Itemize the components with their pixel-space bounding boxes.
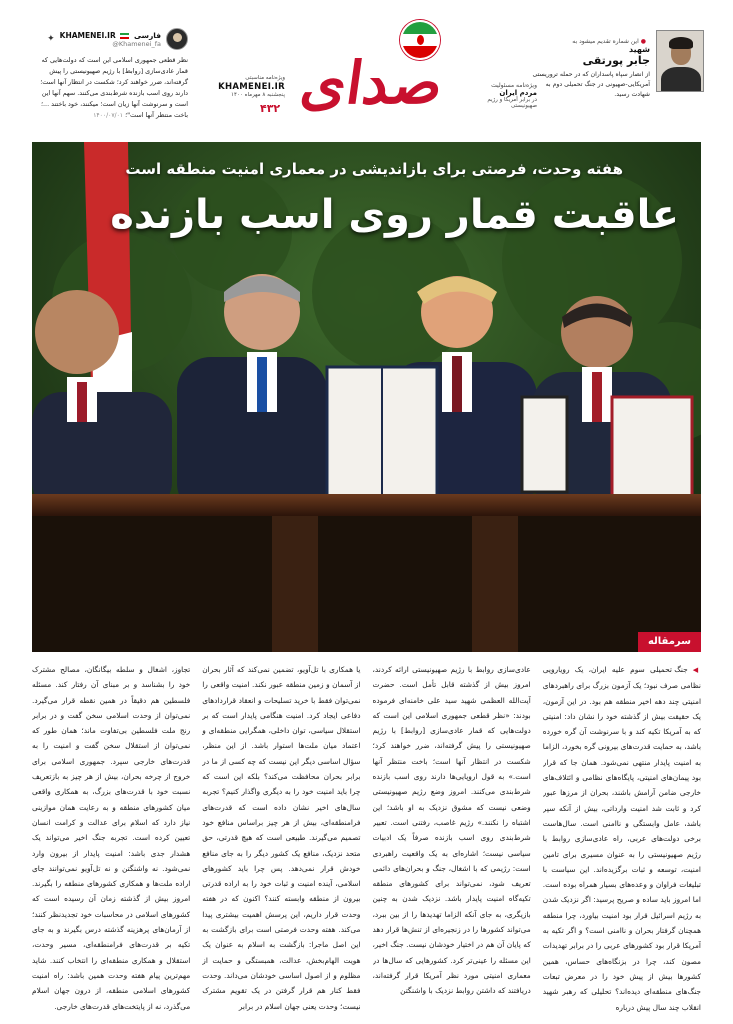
edition-site: KHAMENEI.IR [218,82,285,92]
tweet-account-line [60,31,161,40]
martyr-photo [656,30,704,92]
martyr-kicker: ● این شماره تقدیم میشود به [532,38,650,45]
tagline-line-3: در برابر آمریکا و رژیم صهیونیستی [487,97,537,109]
tweet-account-name: KHAMENEI.IR [59,30,116,40]
hero-photo [32,142,701,652]
martyr-description: از انصار سپاه پاسداران که در حمله تروریستی آمریکایی-صهیونی در جنگ تحمیلی دوم به شهادت رسید. [532,71,650,98]
article-column-2 [373,662,531,1018]
tweet-header [30,28,188,50]
tweet-text [30,55,188,121]
issue-number: ۴۳۲ [260,102,281,115]
edition-subtitle: ویژه‌نامه مناسبتی [245,75,285,81]
masthead [205,16,537,131]
martyr-dedication [532,28,704,128]
signing-table [32,494,701,652]
article-text-2: عادی‌سازی روابط با رژیم صهیونیستی ارائه کردند، امروز بیش از گذشته قابل تأمل است. حضرت آیت‌الله العظمی شهید سید علی خامنه‌ای فرموده بودند: «نظر قطعی جمهوری اسلامی این است که دولت‌هایی که قمار عادی‌سازی [روابط] با رژیم صهیونیستی را پیش گرفته‌اند، ضرر خواهند کرد؛ شکست در انتظار آنها است؛ باخت منتظر آنها است.» به قول اروپایی‌ها دارند روی اسب بازنده شرط‌بندی می‌کنند. امروز وضع رژیم صهیونیستی وضعی نیست که مشوق نزدیک به او باشد؛ این اشتباه را نکنند.» رژیم غاصب، رفتنی است. تعبیر شرط‌بندی روی اسب بازنده صرفاً یک ادبیات سیاسی نیست؛ اشاره‌ای به یک واقعیت راهبردی است: رژیمی که با اشغال، جنگ و بحران‌های دائمی تعریف شود، نمی‌تواند برای کشورهای منطقه تکیه‌گاه امنیت پایدار باشد. نزدیک شدن به چنین بازیگری، به جای آنکه الزاما تهدیدها را از بین ببرد، می‌تواند کشورها را در زنجیره‌ای از تنش‌ها قرار دهد که پایان آن هم در اختیار خودشان نیست. جنگ اخیر، این مسئله را عینی‌تر کرد. کشورهایی که سال‌ها در معماری امنیتی مورد نظر آمریکا قرار گرفته‌اند، دریافتند که داشتن روابط نزدیک با واشنگتن [372,665,531,996]
tweet-body: نظر قطعی جمهوری اسلامی این است که دولت‌هایی که قمار عادی‌سازی [روابط] با رژیم صهیونیستی را پیش گرفته‌اند، ضرر خواهند کرد؛ شکست در انتظار آنها است؛ دارند روی اسب بازنده شرط‌بندی می‌کنند. سهم آنها این است و سرنوشت آنها زیان است؛ میکنند، خود باختند ...؛ باخت منتظر آنها است"؛ [40,56,188,119]
tweet-handle: @Khamenei_fa [112,39,161,48]
tagline [467,82,537,109]
newspaper-title: صدای [296,49,448,117]
twitter-icon: ✦ [47,34,55,44]
article-column-4 [32,662,190,1018]
tweet-language: فارسی [133,30,161,40]
martyr-label: شهید [628,45,650,54]
martyr-text [532,38,650,100]
edition-date: پنجشنبه ۸ مهرماه ۱۴۰۰ [231,92,285,98]
article-text-3: یا همکاری با تل‌آویو، تضمین نمی‌کند که آثار بحران از آسمان و زمین منطقه عبور نکند. امنیت واقعی را نمی‌توان فقط با خرید تسلیحات و انعقاد قراردادهای دفاعی ایجاد کرد. امنیت هنگامی پایدار است که بر استقلال سیاسی، توان داخلی، همگرایی منطقه‌ای و اعتماد میان ملت‌ها استوار باشد. از این منظر، سؤال اساسی دیگر این نیست که چه کسی از ما در برابر بحران محافظت می‌کند؟ بلکه این است که چرا باید امنیت خود را به دیگری واگذار کنیم؟ تجربه سال‌های اخیر نشان داده است که قدرت‌های فرامنطقه‌ای، بیش از هر چیز براساس منافع خود تصمیم می‌گیرند. طبیعی است که هیچ قدرتی، حق متحد نزدیک، منافع یک کشور دیگر را به جای منافع خودش قرار نمی‌دهد. پس چرا باید کشورهای اسلامی، آینده امنیت و ثبات خود را به اراده قدرتی بیرون از منطقه وابسته کنند؟ اکنون که در هفته وحدت قرار داریم، این پرسش اهمیت بیشتری پیدا می‌کند. هفته وحدت فرصتی است برای بازگشت به این اصل ماجرا: بازگشت به اسلام به عنوان یک هویت الهام‌بخش، عدالت، همبستگی و حمایت از مظلوم و از اصول اساسی خودشان می‌داند. وحدت فقط کنار هم قرار گرفتن در یک تقویم مشترک نیست؛ وحدت یعنی جهان اسلام در برابر [202,665,361,1011]
hero-headline: عاقبت قمار روی اسب بازنده [110,192,679,238]
hero-subtitle: هفته وحدت، فرصتی برای بازاندیشی در معماری امنیت منطقه است [125,160,623,178]
tweet-date: ۱۴۰۰/۰۷/۰۱ [93,112,124,119]
article-column-1 [543,662,701,1018]
iran-flag-icon [120,33,129,39]
edition-info [205,74,285,98]
newspaper-header [0,0,733,135]
article-columns [32,662,701,1018]
tweet-box [30,28,188,128]
editorial-label: سرمقاله [638,632,701,652]
article-text-1: ◀ جنگ تحمیلی سوم علیه ایران، یک رویارویی نظامی صرف نبود؛ یک آزمون بزرگ برای راهبردهای امنیتی چند دهه اخیر منطقه هم بود. در این آزمون، یک حقیقت بیش از گذشته خود را نشان داد: امنیتی که به آمریکا تکیه کند و با سرنوشت آن گره خورده باشد، به حمایت قدرت‌های بیرونی گره بخورد، الزاما به امنیت پایدار منتهی نمی‌شود. همان جا که قرار بود پیمان‌های امنیتی، پایگاه‌های نظامی و ائتلاف‌های خارجی ضامن آرامش باشند، بحران از مرزها عبور کرد و ثابت شد امنیت وارداتی، بیش از آنکه سپر باشد، عامل وابستگی و ناامنی است. سال‌هاست برخی دولت‌های عربی، راه عادی‌سازی روابط با رژیم صهیونیستی را به عنوان مسیری برای تامین امنیت، توسعه و ثبات برگزیده‌اند. این سیاست با تبلیغات فراوان و وعده‌های بسیار همراه بوده است. اما امروز باید ساده و صریح پرسید: اگر نزدیک شدن به رژیم اسرائیل قرار بود امنیت بیاورد، چرا منطقه همچنان گرفتار بحران و ناامنی است؟ و اگر تکیه به آمریکا قرار بود کشورهای عربی را در برابر تهدیدات مصون کند، چرا در بزنگاه‌های حساس، همین کشورها بیش از پیش خود را در معرض تبعات جنگ‌های منطقه‌ای دیده‌اند؟ تحلیلی که رهبر شهید انقلاب چند سال پیش درباره [543,665,701,1012]
tagline-line-1: ویژه‌نامه مسئولیت [491,82,537,89]
tweet-account [60,31,161,48]
article-column-3 [202,662,360,1018]
martyr-name: جابر پورتقی [582,54,650,67]
avatar [166,28,188,50]
article-text-4: تجاوز، اشغال و سلطه بیگانگان، مصالح مشترک خود را بشناسد و بر مبنای آن رفتار کند. مسئله فلسطین هم دقیقاً در همین نقطه قرار می‌گیرد. نمی‌توان از وحدت اسلامی سخن گفت و در برابر رنج ملت فلسطین بی‌تفاوت ماند؛ همان طور که نمی‌توان از استقلال سخن گفت و امنیت را به قدرت‌های خارجی سپرد. جمهوری اسلامی برای خروج از چرخه بحران، بیش از هر چیز به بازتعریف نسبت خود با قدرت‌های بزرگ، به همکاری واقعی میان کشورهای منطقه و به رعایت همان موازینی نیاز دارد که اسلام برای عدالت و کرامت انسان تعیین کرده است. تجربه جنگ اخیر می‌تواند یک هشدار جدی باشد: امنیت پایدار از بیرون وارد نمی‌شود. نه واشنگتن و نه تل‌آویو نمی‌توانند جای اراده ملت‌ها و همکاری کشورهای منطقه را بگیرند. امروز بیش از گذشته زمان آن رسیده است که کشورهای اسلامی در محاسبات خود تجدیدنظر کنند؛ از آرمان‌های پرهزینه گذشته درس بگیرند و به جای تکیه بر قدرت‌های فرامنطقه‌ای، مسیر وحدت، استقلال و همکاری منطقه‌ای را انتخاب کنند. شاید مهم‌ترین پیام هفته وحدت همین باشد: راه امنیت کشورهای اسلامی منطقه، از درون جهان اسلام می‌گذرد، نه از پایتخت‌های قدرت‌های خارجی. [32,665,191,1011]
tagline-line-2: مردم ایران [499,89,537,97]
